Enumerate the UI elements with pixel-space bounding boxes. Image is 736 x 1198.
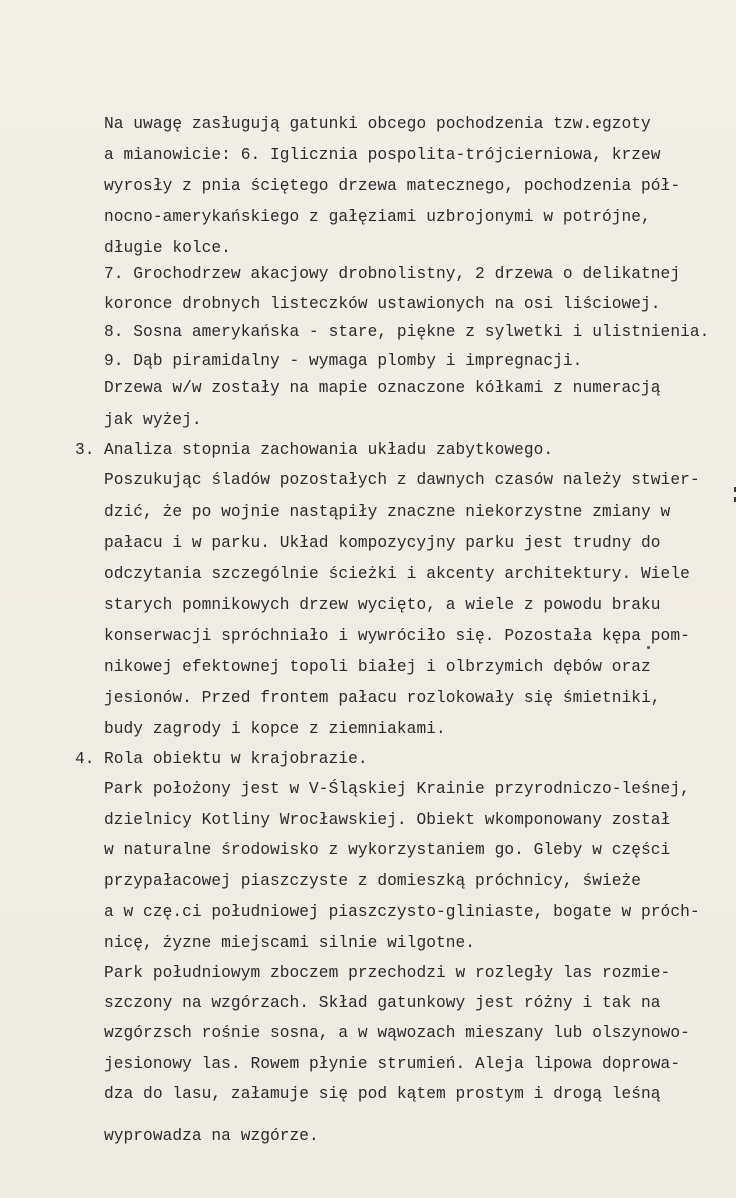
text-line: jesionowy las. Rowem płynie strumień. Aleja lipowa doprowa-: [104, 1055, 681, 1073]
text-line: w naturalne środowisko z wykorzystaniem go. Gleby w części: [104, 841, 671, 859]
text-line: nocno-amerykańskiego z gałęziami uzbrojonymi w potrójne,: [104, 208, 651, 226]
section-number: 3.: [75, 441, 95, 459]
text-line: nicę, żyzne miejscami silnie wilgotne.: [104, 934, 476, 952]
text-line: przypałacowej piaszczyste z domieszką próchnicy, świeże: [104, 872, 642, 890]
text-line: 8. Sosna amerykańska - stare, piękne z sylwetki i ulistnienia.: [104, 323, 710, 341]
section-heading: Analiza stopnia zachowania układu zabytkowego.: [104, 441, 554, 459]
text-line: pałacu i w parku. Układ kompozycyjny parku jest trudny do: [104, 534, 661, 552]
text-line: konserwacji spróchniało i wywróciło się. Pozostała kępa pom-: [104, 627, 690, 645]
text-line: Poszukując śladów pozostałych z dawnych czasów należy stwier-: [104, 471, 700, 489]
text-line: jesionów. Przed frontem pałacu rozlokowały się śmietniki,: [104, 689, 661, 707]
text-line: 7. Grochodrzew akacjowy drobnolistny, 2 drzewa o delikatnej: [104, 265, 681, 283]
text-line: nikowej efektownej topoli białej i olbrzymich dębów oraz: [104, 658, 651, 676]
text-line: a mianowicie: 6. Iglicznia pospolita-trójcierniowa, krzew: [104, 146, 661, 164]
text-line: budy zagrody i kopce z ziemniakami.: [104, 720, 446, 738]
text-line: Park położony jest w V-Śląskiej Krainie przyrodniczo-leśnej,: [104, 780, 690, 798]
section-heading: Rola obiektu w krajobrazie.: [104, 750, 368, 768]
text-line: odczytania szczególnie ścieżki i akcenty architektury. Wiele: [104, 565, 690, 583]
text-line: Park południowym zboczem przechodzi w rozległy las rozmie-: [104, 964, 671, 982]
text-line: 9. Dąb piramidalny - wymaga plomby i impregnacji.: [104, 352, 583, 370]
text-line: koronce drobnych listeczków ustawionych na osi liściowej.: [104, 295, 661, 313]
text-line: Drzewa w/w zostały na mapie oznaczone kółkami z numeracją: [104, 379, 661, 397]
text-line: długie kolce.: [104, 239, 231, 257]
text-line: wyprowadza na wzgórze.: [104, 1127, 319, 1145]
text-line: jak wyżej.: [104, 411, 202, 429]
text-line: dzić, że po wojnie nastąpiły znaczne niekorzystne zmiany w: [104, 503, 671, 521]
text-line: dzielnicy Kotliny Wrocławskiej. Obiekt wkomponowany został: [104, 811, 671, 829]
text-line: wzgórzsch rośnie sosna, a w wąwozach mieszany lub olszynowo-: [104, 1024, 690, 1042]
text-line: Na uwagę zasługują gatunki obcego pochodzenia tzw.egzoty: [104, 115, 651, 133]
scan-speck: [647, 646, 650, 649]
text-line: dza do lasu, załamuje się pod kątem prostym i drogą leśną: [104, 1085, 661, 1103]
text-line: szczony na wzgórzach. Skład gatunkowy jest różny i tak na: [104, 994, 661, 1012]
section-number: 4.: [75, 750, 95, 768]
text-line: a w czę.ci południowej piaszczysto-gliniaste, bogate w próch-: [104, 903, 700, 921]
text-line: wyrosły z pnia ściętego drzewa matecznego, pochodzenia pół-: [104, 177, 681, 195]
text-line: starych pomnikowych drzew wycięto, a wiele z powodu braku: [104, 596, 661, 614]
